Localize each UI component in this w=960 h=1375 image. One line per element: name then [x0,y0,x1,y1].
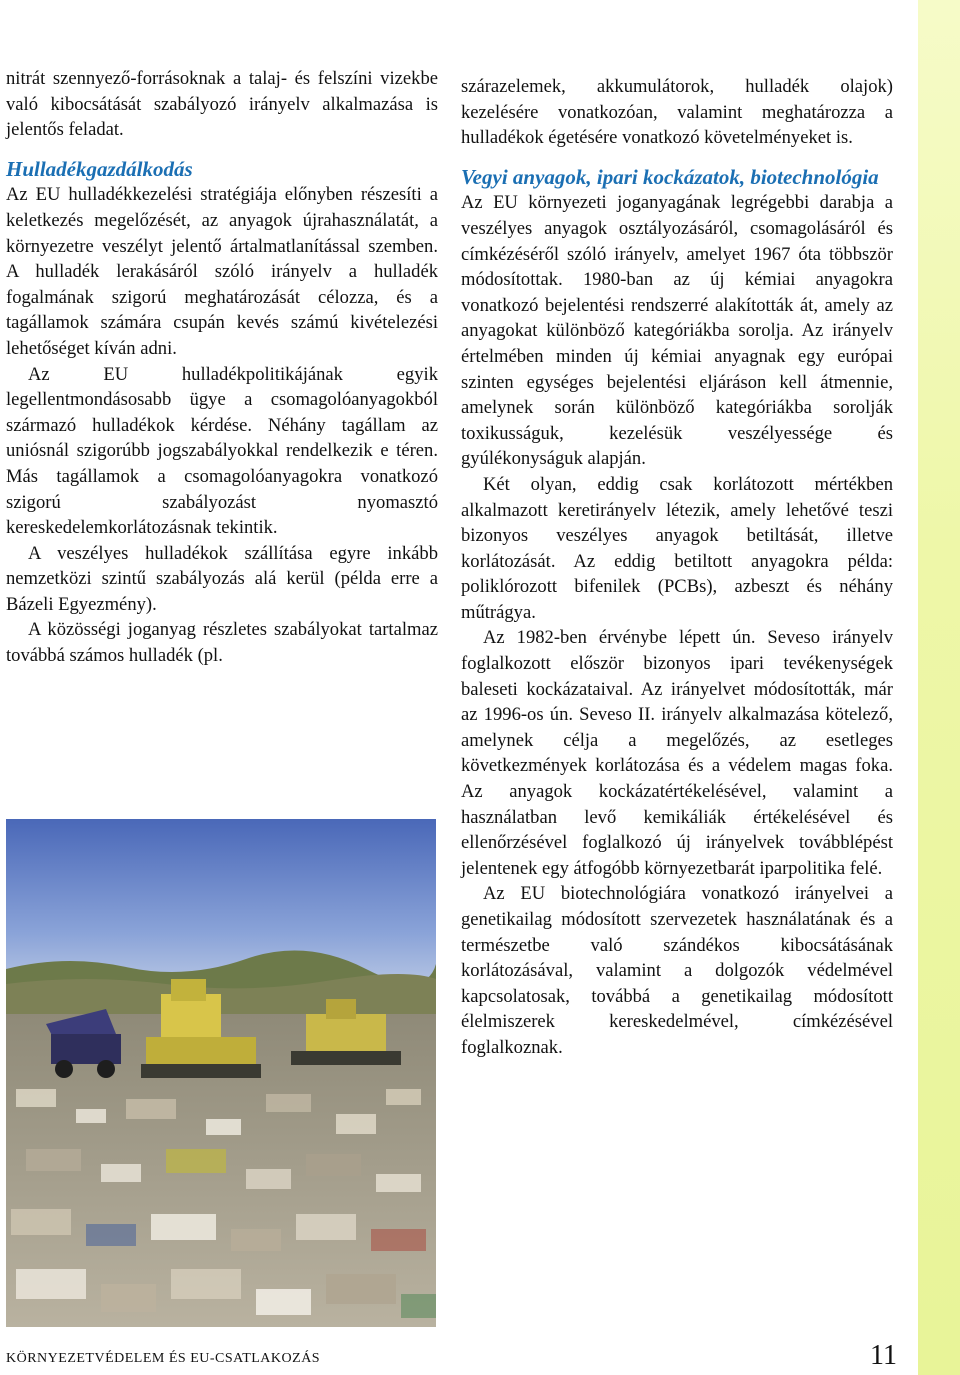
left-paragraph: Az EU hulladékkezelési stratégiája előnyben részesíti a keletkezés megelőzését, az anyagok újrahasználatát, a környezetre veszélyt jelentő ártalmatlanítással szemben. A hulladék lerakásáról szóló irányelv a hulladék fogalmának szigorú meghatározását célozza, és a tagállamok számára csupán kevés számú kivételezési lehetőséget kíván adni. [6,184,438,359]
right-paragraph: Az EU biotechnológiára vonatkozó irányelvei a genetikailag módosított szervezetek használatának és a természetbe való szándékos kibocsátásának korlátozásával, valamint a dolgozók védelmével kapcsolatosak, továbbá a genetikailag módosított élelmiszerek kereskedelmével, címkézésével foglalkoznak. [461,883,893,1058]
landfill-photo [6,819,436,1327]
right-column [461,74,893,1061]
section-heading-chemicals: Vegyi anyagok, ipari kockázatok, biotechnológia [461,164,879,189]
section-heading-waste-management: Hulladékgazdálkodás [6,156,193,181]
page-number: 11 [870,1340,897,1371]
right-intro-paragraph: szárazelemek, akkumulátorok, hulladék olajok) kezelésére vonatkozóan, valamint meghatározza a hulladékok égetésére vonatkozó követelményeket is. [461,76,893,149]
footer-section-title: KÖRNYEZETVÉDELEM ÉS EU-CSATLAKOZÁS [6,1351,321,1366]
right-paragraph: Két olyan, eddig csak korlátozott mértékben alkalmazott keretirányelv létezik, amely lehetővé teszi bizonyos veszélyes anyagok betiltását, illetve korlátozását. Az eddig betiltott anyagokra példa: poliklórozott bifenilek (PCBs), azbeszt és néhány műtrágya. [461,473,893,623]
decorative-side-strip [918,0,960,1375]
right-paragraph: Az EU környezeti joganyagának legrégebbi darabja a veszélyes anyagok osztályozásáról, csomagolásáról és címkézéséről szóló irányelv, amelyet 1967 óta többször módosítottak. 1980-ban az új kémiai anyagokra vonatkozó bejelentési rendszerré alakították át, amely az anyagokat különböző kategóriákba sorolja. Az irányelv értelmében minden új kémiai anyagnak egy európai szinten egységes bejelentési eljáráson kell átmennie, amelynek során különböző kategóriákba sorolják toxikusságuk, kezelésük veszélyessége és gyúlékonyságuk alapján. [461,192,893,470]
left-intro-paragraph: nitrát szennyező-forrásoknak a talaj- és felszíni vizekbe való kibocsátását szabályozó irányelv alkalmazása is jelentős feladat. [6,68,438,141]
left-column [6,66,438,669]
left-paragraph: A veszélyes hulladékok szállítása egyre inkább nemzetközi szintű szabályozás alá kerül (példa erre a Bázeli Egyezmény). [6,542,438,615]
left-paragraph: Az EU hulladékpolitikájának egyik legellentmondásosabb ügye a csomagolóanyagokból származó hulladékok kérdése. Néhány tagállam az uniósnál szigorúbb jogszabályokkal rendelkezik e téren. Más tagállamok a csomagolóanyagokra vonatkozó szigorú szabályozást nyomasztó kereskedelemkorlátozásnak tekintik. [6,363,438,539]
left-paragraph: A közösségi joganyag részletes szabályokat tartalmaz továbbá számos hulladék (pl. [6,619,438,667]
right-paragraph: Az 1982-ben érvénybe lépett ún. Seveso irányelv foglalkozott először bizonyos ipari tevékenységek baleseti kockázataival. Az irányelvet módosították, már az 1996-os ún. Seveso II. irányelv alkalmazása kötelező, amelynek célja a megelőzés, az esetleges következmények korlátozása és a védelem magas foka. Az anyagok kockázatértékelésével, valamint a használatban levő kemikáliák értékelésével és ellenőrzésével foglalkozó új irányelvek továbblépést jelentenek egy átfogóbb környezetbarát iparpolitika felé. [461,627,893,879]
